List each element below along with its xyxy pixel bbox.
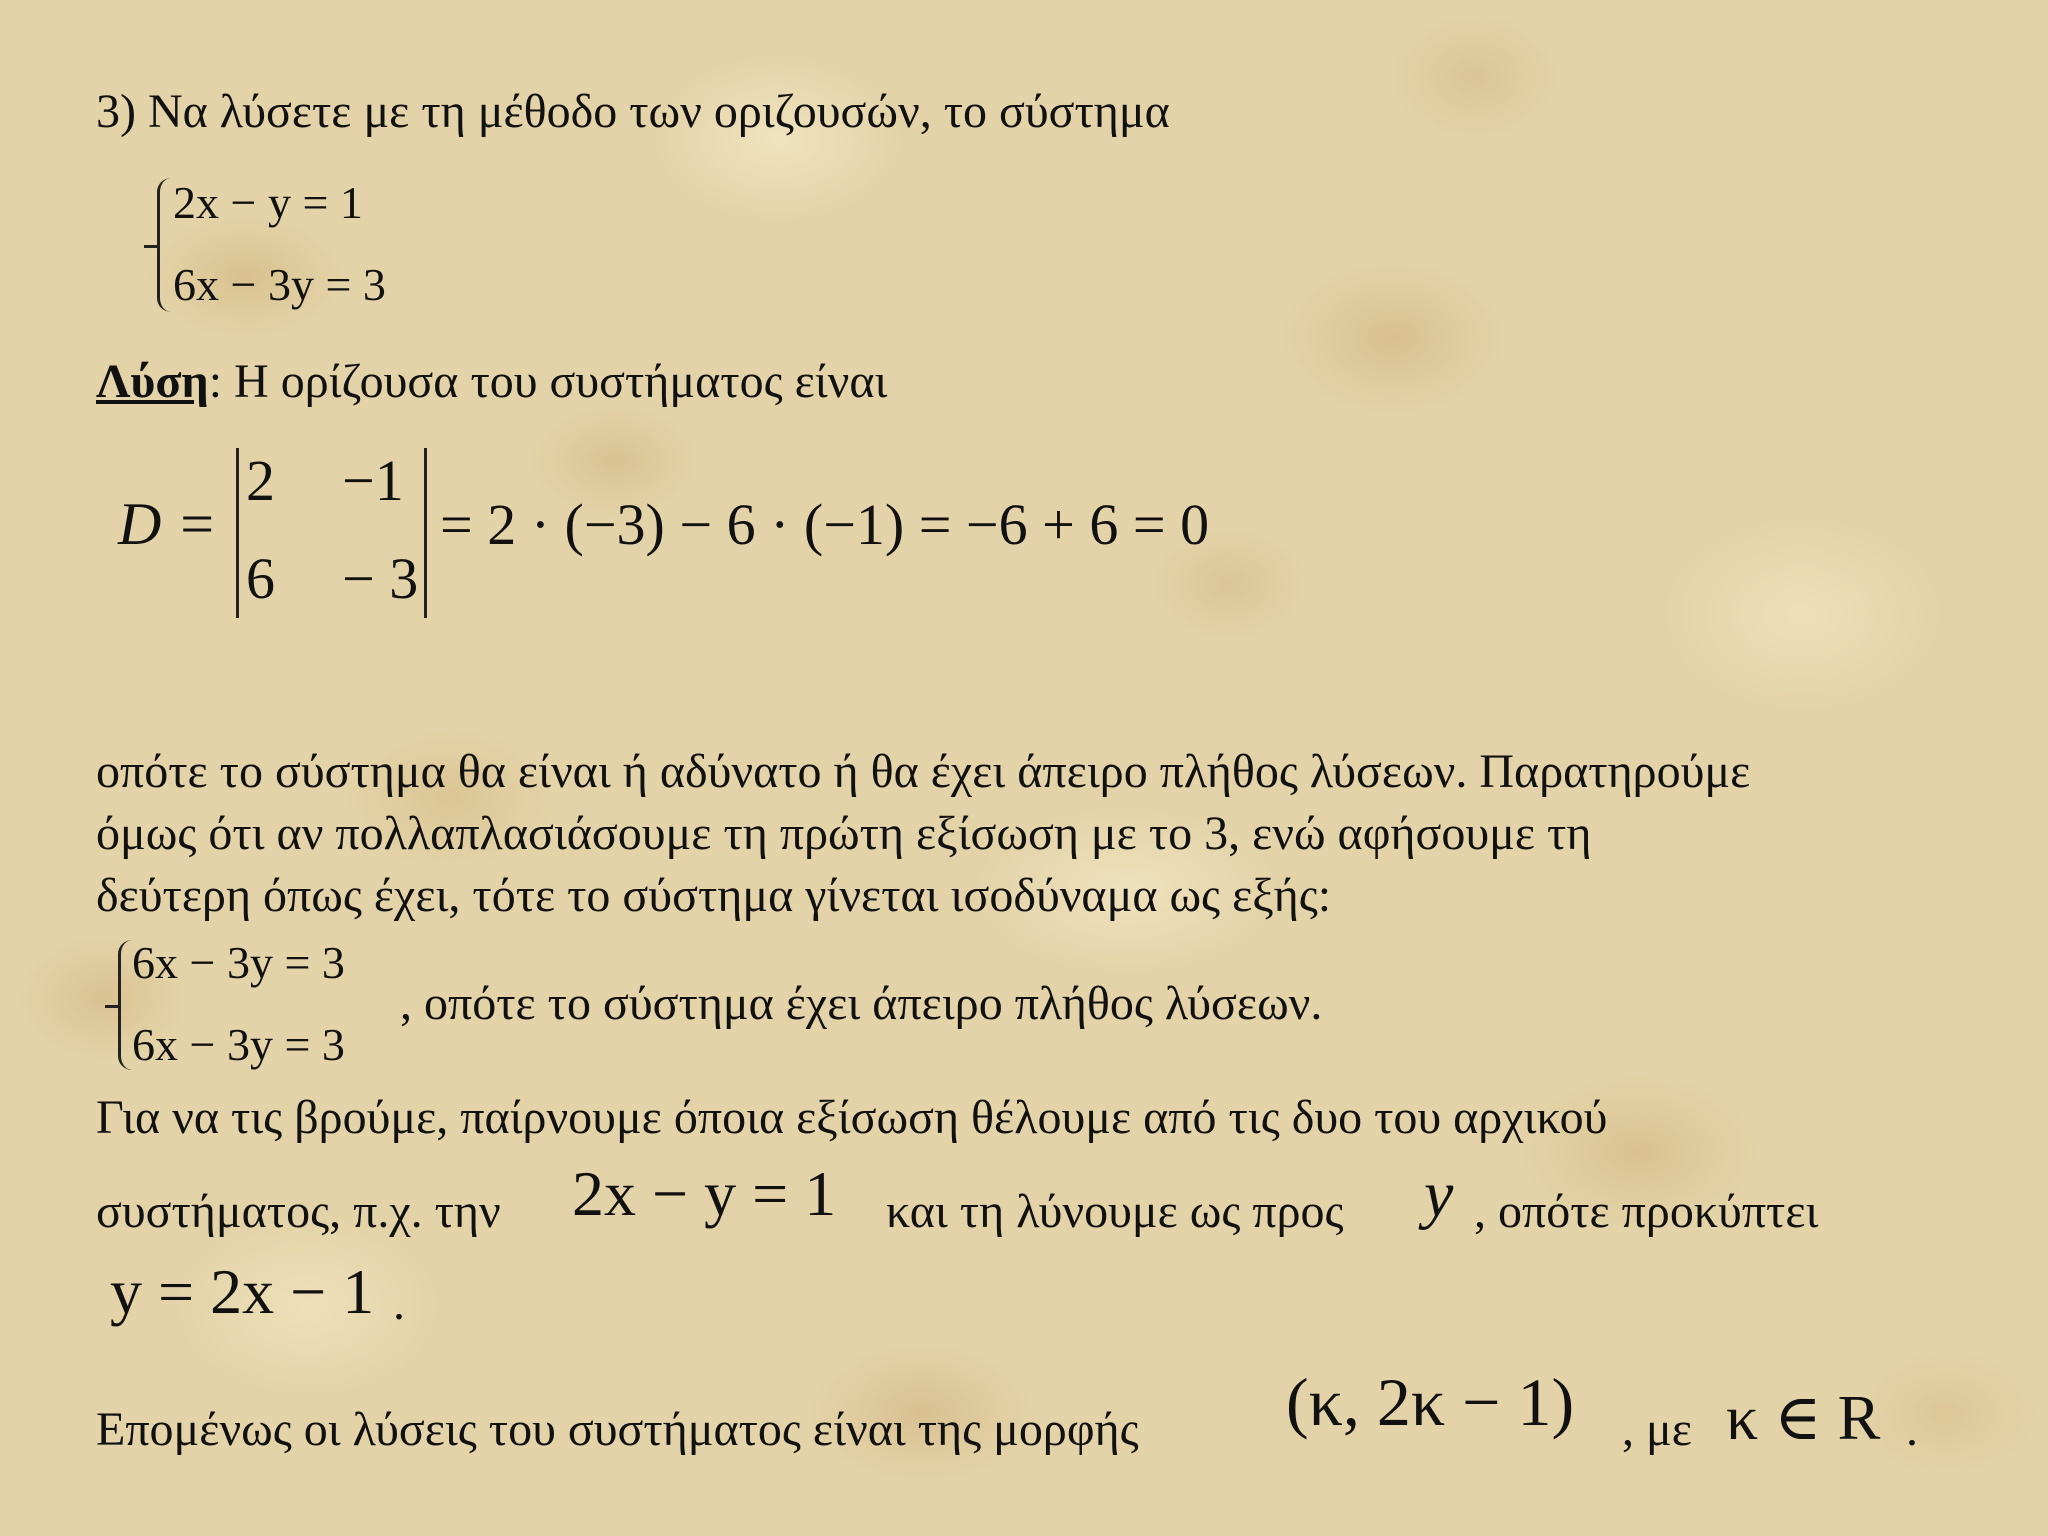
system-brace: [157, 178, 174, 312]
solution-intro: : Η ορίζουσα του συστήματος είναι: [208, 355, 888, 408]
matrix-r2c2: − 3: [342, 546, 419, 611]
find-line-2-prefix: συστήματος, π.χ. την: [96, 1185, 501, 1238]
solution-heading: [96, 355, 888, 408]
problem-statement: 3) Να λύσετε με τη μέθοδο των οριζουσών, το σύστημα: [96, 85, 1170, 138]
conclusion-prefix: Επομένως οι λύσεις του συστήματος είναι της μορφής: [96, 1403, 1139, 1456]
determinant-left-bar: [236, 448, 239, 618]
system-equation-2: 6x − 3y = 3: [173, 259, 386, 310]
matrix-r1c2: −1: [342, 448, 404, 513]
system-equation-1: 2x − y = 1: [173, 177, 363, 228]
conclusion-set: κ ∈ R: [1726, 1382, 1881, 1453]
paragraph-line-3: δεύτερη όπως έχει, τότε το σύστημα γίνεται ισοδύναμα ως εξής:: [96, 869, 1332, 922]
conclusion-middle: , με: [1622, 1403, 1692, 1456]
paragraph-line-2: όμως ότι αν πολλαπλασιάσουμε τη πρώτη εξίσωση με το 3, ενώ αφήσουμε τη: [96, 807, 1592, 860]
equivalent-equation-2: 6x − 3y = 3: [132, 1019, 345, 1070]
conclusion-form: (κ, 2κ − 1): [1286, 1364, 1575, 1440]
matrix-r2c1: 6: [246, 546, 275, 611]
find-line-2-middle: και τη λύνουμε ως προς: [886, 1185, 1344, 1238]
equivalent-comment: , οπότε το σύστημα έχει άπειρο πλήθος λύσεων.: [400, 977, 1323, 1030]
find-line-1: Για να τις βρούμε, παίρνουμε όποια εξίσωση θέλουμε από τις δυο του αρχικού: [96, 1091, 1608, 1144]
result-period: .: [393, 1277, 405, 1330]
find-line-2-suffix: , οπότε προκύπτει: [1474, 1185, 1819, 1238]
equivalent-equation-1: 6x − 3y = 3: [132, 937, 345, 988]
result-equation: y = 2x − 1: [110, 1256, 375, 1327]
find-line-2-var: y: [1424, 1158, 1454, 1231]
determinant-right-bar: [424, 448, 427, 618]
paragraph-line-1: οπότε το σύστημα θα είναι ή αδύνατο ή θα έχει άπειρο πλήθος λύσεων. Παρατηρούμε: [96, 745, 1751, 798]
conclusion-period: .: [1906, 1403, 1918, 1456]
matrix-r1c1: 2: [246, 448, 275, 513]
find-line-2-equation: 2x − y = 1: [572, 1158, 837, 1229]
solution-label: Λύση: [96, 355, 209, 408]
determinant-rhs: = 2 · (−3) − 6 · (−1) = −6 + 6 = 0: [440, 492, 1210, 557]
determinant-lhs: D =: [118, 491, 217, 557]
